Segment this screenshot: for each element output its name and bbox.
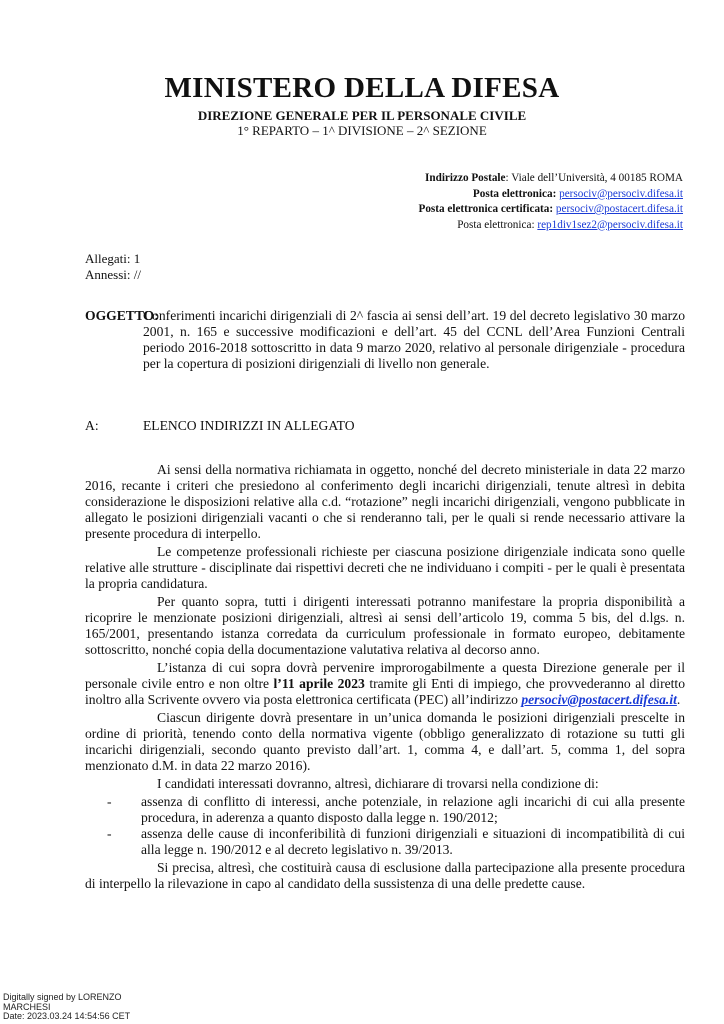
- postal-address-line: [418, 171, 683, 187]
- allegati-line: Allegati: 1: [85, 251, 141, 266]
- contact-block: [418, 171, 683, 233]
- signature-date: Date: 2023.03.24 14:54:56 CET: [3, 1011, 131, 1022]
- recipient-value: ELENCO INDIRIZZI IN ALLEGATO: [143, 418, 355, 433]
- email2-line: Posta elettronica: rep1div1sez2@persociv.difesa.it: [457, 218, 683, 231]
- email-link[interactable]: persociv@persociv.difesa.it: [559, 187, 683, 200]
- subject-text: Conferimenti incarichi dirigenziali di 2^ fascia ai sensi dell’art. 19 del decreto legislativo 30 marzo 2001, n. 165 e successive modificazioni e dell’art. 45 del CCNL dell’Area Funzioni Centrali periodo 2016-2018 sottoscritto in data 9 marzo 2020, relativo al personale dirigenziale - procedura per la copertura di posizioni dirigenziali di livello non generale.: [143, 308, 685, 371]
- list-item: - assenza delle cause di inconferibilità di funzioni dirigenziali e situazioni di incompatibilità di cui alla legge n. 190/2012 e al decreto legislativo n. 39/2013.: [107, 826, 685, 857]
- conditions-list: [85, 794, 685, 858]
- email-line: Posta elettronica: persociv@persociv.difesa.it: [472, 187, 683, 200]
- digital-signature: [3, 993, 130, 1022]
- directorate-title: DIREZIONE GENERALE PER IL PERSONALE CIVILE: [197, 108, 527, 123]
- dash-bullet: -: [107, 826, 112, 841]
- signature-line-2: MARCHESI: [3, 1001, 51, 1012]
- subject-label: OGGETTO:: [85, 308, 159, 323]
- email-label: Posta elettronica: [472, 187, 553, 200]
- list-item: - assenza di conflitto di interessi, anche potenziale, in relazione agli incarichi di cui alla presente procedura, in aderenza a quanto disposto dalla legge n. 190/2012;: [107, 794, 685, 825]
- pec-address-link[interactable]: persociv@postacert.difesa.it: [521, 692, 677, 707]
- department-line: 1° REPARTO – 1^ DIVISIONE – 2^ SEZIONE: [237, 123, 487, 138]
- pec-line: Posta elettronica certificata: persociv@postacert.difesa.it: [418, 203, 683, 215]
- recipient-line: [85, 418, 355, 434]
- signature-line-1: Digitally signed by LORENZO: [3, 992, 122, 1002]
- recipient-label: A:: [85, 418, 99, 433]
- dash-bullet: -: [107, 794, 112, 809]
- subject-block: [85, 308, 685, 372]
- paragraph-2: Le competenze professionali richieste per ciascuna posizione dirigenziale indicata sono quelle relative alle strutture - disciplinate dai rispettivi decreti che ne individuano i compiti - per le quali è presentata la propria candidatura.: [85, 544, 685, 591]
- paragraph-3: Per quanto sopra, tutti i dirigenti interessati potranno manifestare la propria disponibilità a ricoprire le menzionate posizioni dirigenziali, altresì ai sensi dell’articolo 19, comma 5 bis, del d.lgs. n. 165/2001, presentando istanza corredata da curriculum professionale in formato europeo, debitamente sottoscritto, nonché copia della documentazione valutativa relativa al decorso anno.: [85, 594, 685, 657]
- paragraph-6: I candidati interessati dovranno, altresì, dichiarare di trovarsi nella condizione di:: [157, 776, 599, 791]
- ministry-title: MINISTERO DELLA DIFESA: [164, 72, 560, 104]
- paragraph-1: Ai sensi della normativa richiamata in oggetto, nonché del decreto ministeriale in data 22 marzo 2016, recante i criteri che presiedono al conferimento degli incarichi dirigenziali, tenute altresì in debita considerazione le disposizioni relative alla c.d. “rotazione” negli incarichi dirigenziali, vengono pubblicate in allegato le posizioni dirigenziali vacanti o che si renderanno tali, per le quali si rende necessario attivare la presente procedura di interpello.: [85, 462, 685, 541]
- postal-value: : Viale dell’Università, 4 00185 ROMA: [505, 172, 683, 184]
- email2-link[interactable]: rep1div1sez2@persociv.difesa.it: [537, 218, 683, 231]
- attachments-block: [85, 251, 141, 283]
- paragraph-7: Si precisa, altresì, che costituirà causa di esclusione dalla partecipazione alla presente procedura di interpello la rilevazione in capo al candidato della sussistenza di una delle predette cause.: [85, 860, 685, 891]
- paragraph-5: Ciascun dirigente dovrà presentare in un’unica domanda le posizioni dirigenziali prescelte in ordine di priorità, tenendo conto della normativa vigente (obbligo generalizzato di rotazione su tutti gli incarichi dirigenziali, secondo quanto previsto dall’art. 1, comma 4, e dall’art. 5, comma 1, del sopra menzionato d.M. in data 22 marzo 2016).: [85, 710, 685, 773]
- deadline-date: l’11 aprile 2023: [273, 676, 365, 691]
- annessi-line: Annessi: //: [85, 267, 141, 282]
- postal-label: Indirizzo Postale: [425, 172, 506, 184]
- pec-link[interactable]: persociv@postacert.difesa.it: [555, 203, 683, 215]
- email2-label: Posta elettronica: [457, 218, 532, 231]
- letter-body: [85, 462, 685, 894]
- pec-label: Posta elettronica certificata: [418, 203, 550, 215]
- paragraph-4: L’istanza di cui sopra dovrà pervenire improrogabilmente a questa Direzione generale per il personale civile entro e non oltre l’11 aprile 2023 tramite gli Enti di impiego, che provvederanno al diretto inoltro alla Scrivente ovvero via posta elettronica certificata (PEC) all’indirizzo persociv@postacert.difesa.it.: [85, 660, 685, 707]
